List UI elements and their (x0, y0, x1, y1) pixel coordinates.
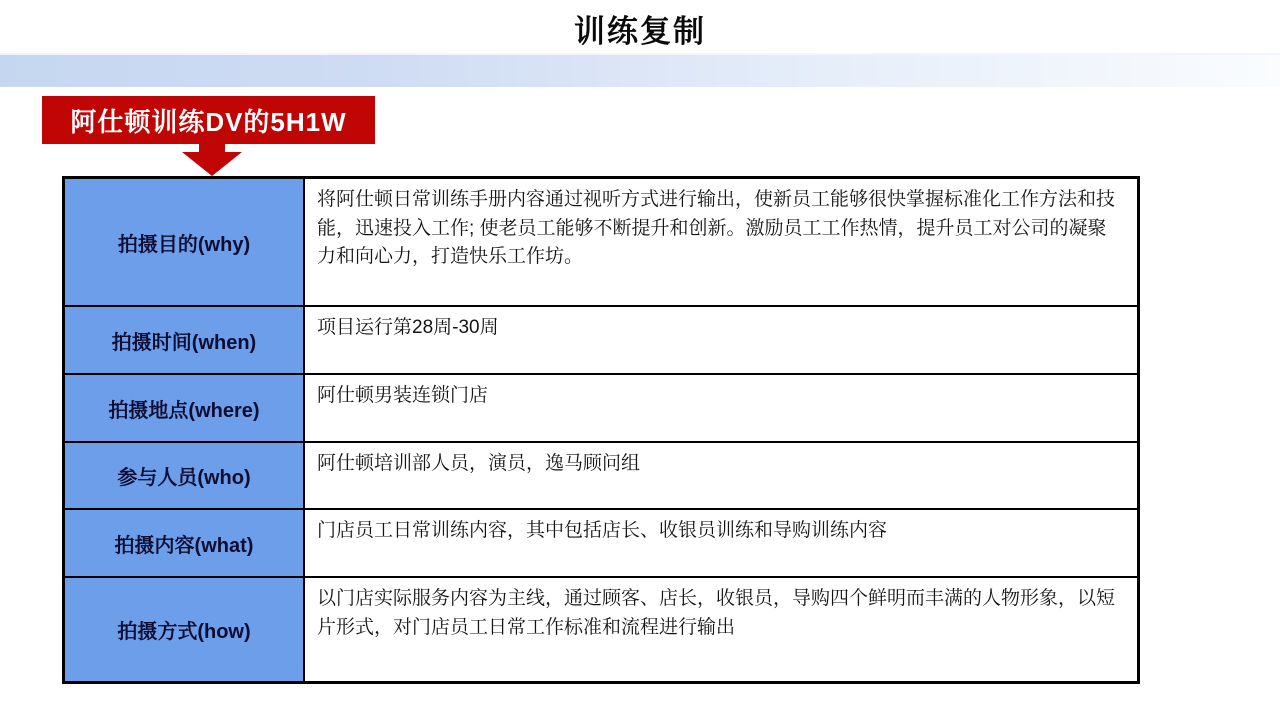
row-content-cell: 阿仕顿男装连锁门店 (305, 375, 1137, 443)
row-header-cell: 拍摄内容(what) (65, 510, 305, 578)
row-content-cell: 以门店实际服务内容为主线，通过顾客、店长，收银员，导购四个鲜明而丰满的人物形象，以短片形式，对门店员工日常工作标准和流程进行输出 (305, 578, 1137, 681)
row-header-cell: 拍摄方式(how) (65, 578, 305, 681)
banner-label: 阿仕顿训练DV的5H1W (70, 106, 347, 137)
row-header-cell: 拍摄地点(where) (65, 375, 305, 443)
row-content-cell: 阿仕顿培训部人员，演员，逸马顾问组 (305, 443, 1137, 510)
row-content-cell: 将阿仕顿日常训练手册内容通过视听方式进行输出，使新员工能够很快掌握标准化工作方法和技能，迅速投入工作; 使老员工能够不断提升和创新。激励员工工作热情，提升员工对公司的凝聚力和向心力，打造快乐工作坊。 (305, 179, 1137, 307)
down-arrow-icon (182, 143, 242, 176)
header-band (0, 53, 1280, 87)
row-content-cell: 门店员工日常训练内容，其中包括店长、收银员训练和导购训练内容 (305, 510, 1137, 578)
5w1h-table (62, 176, 1140, 684)
row-header-cell: 拍摄目的(why) (65, 179, 305, 307)
row-header-cell: 参与人员(who) (65, 443, 305, 510)
slide-title: 训练复制 (574, 14, 706, 49)
banner-callout (42, 96, 375, 144)
row-header-cell: 拍摄时间(when) (65, 307, 305, 375)
row-content-cell: 项目运行第28周-30周 (305, 307, 1137, 375)
